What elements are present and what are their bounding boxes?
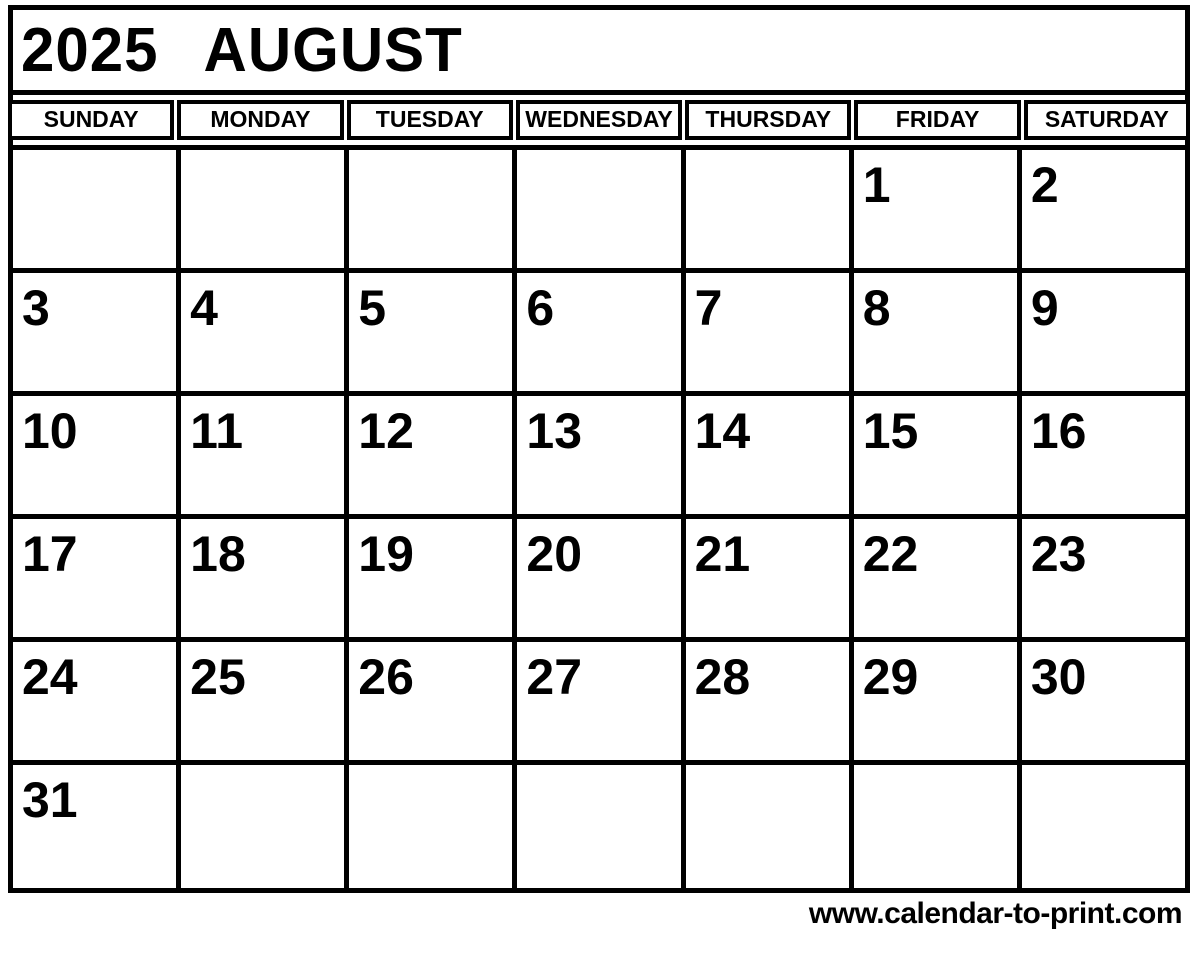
calendar-title: [8, 5, 1190, 95]
day-cell: 5: [347, 271, 515, 394]
day-cell: [683, 148, 851, 271]
website-url: www.calendar-to-print.com: [808, 897, 1182, 930]
day-cell: 25: [179, 640, 347, 763]
day-cell: 31: [11, 763, 179, 891]
day-cell: 9: [1019, 271, 1187, 394]
day-cell: 12: [347, 394, 515, 517]
day-cell: 24: [11, 640, 179, 763]
week-row-4: [11, 517, 1188, 640]
day-cell: [347, 763, 515, 891]
weekday-sunday: SUNDAY: [8, 100, 174, 140]
weekday-tuesday: TUESDAY: [347, 100, 513, 140]
day-cell: [515, 148, 683, 271]
day-cell: 16: [1019, 394, 1187, 517]
week-row-1: [11, 148, 1188, 271]
day-cell: [515, 763, 683, 891]
calendar: [8, 5, 1190, 893]
day-cell: 18: [179, 517, 347, 640]
day-cell: 26: [347, 640, 515, 763]
title-month: AUGUST: [203, 14, 463, 85]
day-cell: [179, 763, 347, 891]
day-cell: 30: [1019, 640, 1187, 763]
day-cell: 28: [683, 640, 851, 763]
day-cell: [1019, 763, 1187, 891]
day-cell: 7: [683, 271, 851, 394]
day-cell: 1: [851, 148, 1019, 271]
day-cell: 8: [851, 271, 1019, 394]
day-cell: 29: [851, 640, 1019, 763]
day-cell: 6: [515, 271, 683, 394]
weekday-friday: FRIDAY: [854, 100, 1020, 140]
weekday-saturday: SATURDAY: [1024, 100, 1190, 140]
weekday-wednesday: WEDNESDAY: [516, 100, 682, 140]
day-cell: 23: [1019, 517, 1187, 640]
week-row-2: [11, 271, 1188, 394]
day-cell: 13: [515, 394, 683, 517]
day-cell: 14: [683, 394, 851, 517]
day-cell: 3: [11, 271, 179, 394]
weekday-header-row: [8, 100, 1190, 140]
week-row-5: [11, 640, 1188, 763]
day-cell: 20: [515, 517, 683, 640]
day-cell: 27: [515, 640, 683, 763]
week-row-6: [11, 763, 1188, 891]
day-cell: [851, 763, 1019, 891]
day-cell: 2: [1019, 148, 1187, 271]
calendar-grid: [8, 145, 1190, 893]
day-cell: 4: [179, 271, 347, 394]
day-cell: 22: [851, 517, 1019, 640]
day-cell: [347, 148, 515, 271]
day-cell: [11, 148, 179, 271]
title-year: 2025: [21, 14, 159, 85]
day-cell: [683, 763, 851, 891]
day-cell: 11: [179, 394, 347, 517]
day-cell: 21: [683, 517, 851, 640]
day-cell: 19: [347, 517, 515, 640]
day-cell: [179, 148, 347, 271]
week-row-3: [11, 394, 1188, 517]
day-cell: 17: [11, 517, 179, 640]
weekday-thursday: THURSDAY: [685, 100, 851, 140]
weekday-monday: MONDAY: [177, 100, 343, 140]
day-cell: 15: [851, 394, 1019, 517]
day-cell: 10: [11, 394, 179, 517]
